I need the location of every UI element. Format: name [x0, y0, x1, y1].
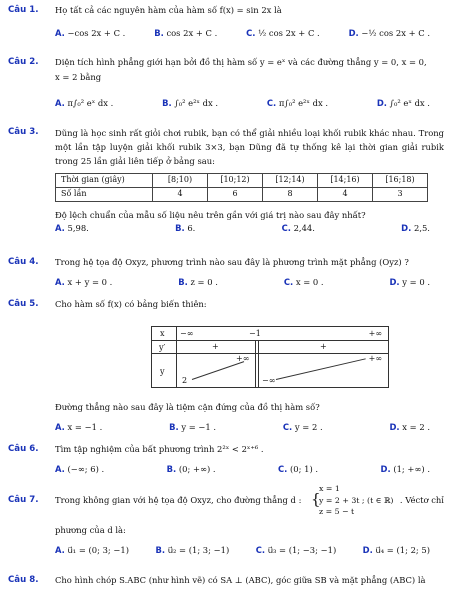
option-a[interactable]: A. 5,98. — [55, 223, 89, 234]
question-7 — [8, 483, 444, 555]
table-header-cell: Thời gian (giây) — [56, 173, 153, 187]
table-row — [56, 187, 428, 201]
question-text: Cho hàm số f(x) có bảng biến thiên: — [55, 299, 207, 309]
option-b[interactable]: B. cos 2x + C . — [154, 27, 218, 38]
equation-line: z = 5 − t — [319, 507, 355, 516]
option-c[interactable]: C. π∫₀² e²ˣ dx . — [266, 98, 329, 108]
question-text: Trong không gian với hệ tọa độ Oxyz, cho đường thẳng d : — [55, 495, 302, 505]
question-subtext: Đường thẳng nào sau đây là tiệm cận đứng của đồ thị hàm số? — [55, 402, 320, 412]
question-6 — [8, 444, 444, 474]
x-label: x — [160, 329, 165, 338]
table-cell: [16;18) — [373, 173, 428, 187]
derivative-label: y′ — [159, 343, 166, 352]
table-cell: 4 — [153, 187, 208, 201]
option-c[interactable]: C. ½ cos 2x + C . — [246, 27, 320, 38]
answer-options — [55, 98, 444, 109]
y-right-start-value: −∞ — [262, 376, 276, 385]
option-c[interactable]: C. u⃗₃ = (1; −3; −1) — [255, 544, 337, 555]
table-cell: [8;10) — [153, 173, 208, 187]
question-1 — [8, 5, 444, 38]
answer-options — [55, 464, 444, 475]
question-number: Câu 1. — [8, 5, 39, 15]
question-5-body — [8, 402, 444, 432]
increasing-arrow-right — [276, 358, 366, 380]
system-brace: { — [311, 490, 321, 508]
question-number: Câu 4. — [8, 257, 39, 267]
table-row — [56, 173, 428, 187]
question-text: Diện tích hình phẳng giới hạn bởi đồ thị hàm số y = eˣ và các đường thẳng y = 0, x = 0, — [55, 57, 427, 67]
question-number: Câu 5. — [8, 299, 39, 309]
option-c[interactable]: C. x = 0 . — [283, 276, 324, 287]
table-cell: [12;14) — [263, 173, 318, 187]
question-text-line2: phương của d là: — [55, 525, 126, 535]
option-b[interactable]: B. y = −1 . — [169, 421, 217, 432]
option-d[interactable]: D. −½ cos 2x + C . — [348, 27, 430, 38]
option-d[interactable]: D. (1; +∞) . — [380, 463, 430, 474]
option-d[interactable]: D. u⃗₄ = (1; 2; 5) — [362, 544, 430, 555]
y-right-end-value: +∞ — [368, 354, 382, 363]
question-5 — [8, 299, 444, 310]
question-text-post: . Véctơ chỉ — [399, 495, 444, 505]
question-2 — [8, 57, 444, 109]
question-text: Họ tất cả các nguyên hàm của hàm số f(x) = sin 2x là — [55, 5, 282, 15]
question-4 — [8, 257, 444, 287]
x-mid-value: −1 — [249, 329, 261, 338]
question-text: Tìm tập nghiệm của bất phương trình 2²ˣ < 2ˣ⁺⁶ . — [55, 444, 264, 454]
y-label: y — [160, 367, 165, 376]
equation-line: x = 1 — [319, 484, 340, 493]
question-number: Câu 8. — [8, 575, 39, 585]
question-8 — [8, 575, 444, 586]
question-number: Câu 7. — [8, 495, 39, 505]
question-text: Cho hình chóp S.ABC (như hình vẽ) có SA ⊥ (ABC), góc giữa SB và mặt phẳng (ABC) là — [55, 575, 426, 585]
variation-table — [151, 326, 389, 388]
table-cell: 8 — [263, 187, 318, 201]
equation-system — [319, 483, 393, 518]
sign-right: + — [320, 342, 327, 351]
table-cell: [14;16) — [318, 173, 373, 187]
frequency-table — [55, 173, 428, 202]
question-3 — [8, 127, 444, 234]
table-cell: 3 — [373, 187, 428, 201]
option-d[interactable]: D. x = 2 . — [389, 421, 430, 432]
option-b[interactable]: B. (0; +∞) . — [166, 463, 216, 474]
option-b[interactable]: B. z = 0 . — [178, 276, 218, 287]
option-d[interactable]: D. 2,5. — [401, 223, 430, 234]
table-header-cell: Số lần — [56, 187, 153, 201]
option-a[interactable]: A. x + y = 0 . — [55, 276, 113, 287]
option-a[interactable]: A. x = −1 . — [55, 421, 103, 432]
option-d[interactable]: D. y = 0 . — [389, 276, 430, 287]
increasing-arrow-left — [192, 361, 244, 380]
option-a[interactable]: A. (−∞; 6) . — [55, 463, 105, 474]
question-number: Câu 3. — [8, 127, 39, 137]
undefined-bar — [255, 341, 259, 387]
option-a[interactable]: A. −cos 2x + C . — [55, 27, 126, 38]
x-right-value: +∞ — [368, 329, 382, 338]
option-a[interactable]: A. π∫₀² eˣ dx . — [55, 98, 114, 108]
question-text: Dũng là học sinh rất giỏi chơi rubik, bạn có thể giải nhiều loại khối rubik khác nhau. Trong một lần tập luyện giải khối rubik 3×3, bạn Dũng đã tự thống kê lại thời gian giải rubik trong 25 lần giải liên tiếp ở bảng sau: — [55, 128, 444, 166]
answer-options — [55, 277, 444, 288]
option-b[interactable]: B. 6. — [175, 223, 196, 234]
option-c[interactable]: C. (0; 1) . — [278, 463, 319, 474]
option-c[interactable]: C. y = 2 . — [282, 421, 323, 432]
option-b[interactable]: B. ∫₀² e²ˣ dx . — [162, 98, 219, 108]
question-number: Câu 6. — [8, 444, 39, 454]
option-b[interactable]: B. u⃗₂ = (1; 3; −1) — [155, 544, 230, 555]
question-text: Trong hệ tọa độ Oxyz, phương trình nào sau đây là phương trình mặt phẳng (Oyz) ? — [55, 257, 409, 267]
answer-options — [55, 545, 444, 556]
table-divider — [176, 327, 177, 387]
option-d[interactable]: D. ∫₀² eˣ dx . — [376, 98, 430, 108]
option-c[interactable]: C. 2,44. — [281, 223, 315, 234]
question-text-line2: x = 2 bằng — [55, 71, 102, 82]
table-row-derivative — [152, 341, 388, 354]
table-cell: [10;12) — [208, 173, 263, 187]
y-left-end-value: +∞ — [236, 354, 250, 363]
y-start-value: 2 — [182, 376, 188, 385]
table-cell: 6 — [208, 187, 263, 201]
question-subtext: Độ lệch chuẩn của mẫu số liệu nêu trên gần với giá trị nào sau đây nhất? — [55, 209, 366, 220]
equation-line: y = 2 + 3t ; (t ∈ ℝ) — [319, 495, 394, 505]
x-left-value: −∞ — [180, 329, 194, 338]
table-cell: 4 — [318, 187, 373, 201]
option-a[interactable]: A. u⃗₁ = (0; 3; −1) — [55, 544, 130, 555]
question-number: Câu 2. — [8, 57, 39, 67]
sign-left: + — [212, 342, 219, 351]
answer-options — [55, 28, 444, 39]
answer-options — [55, 422, 444, 433]
answer-options — [55, 223, 444, 234]
